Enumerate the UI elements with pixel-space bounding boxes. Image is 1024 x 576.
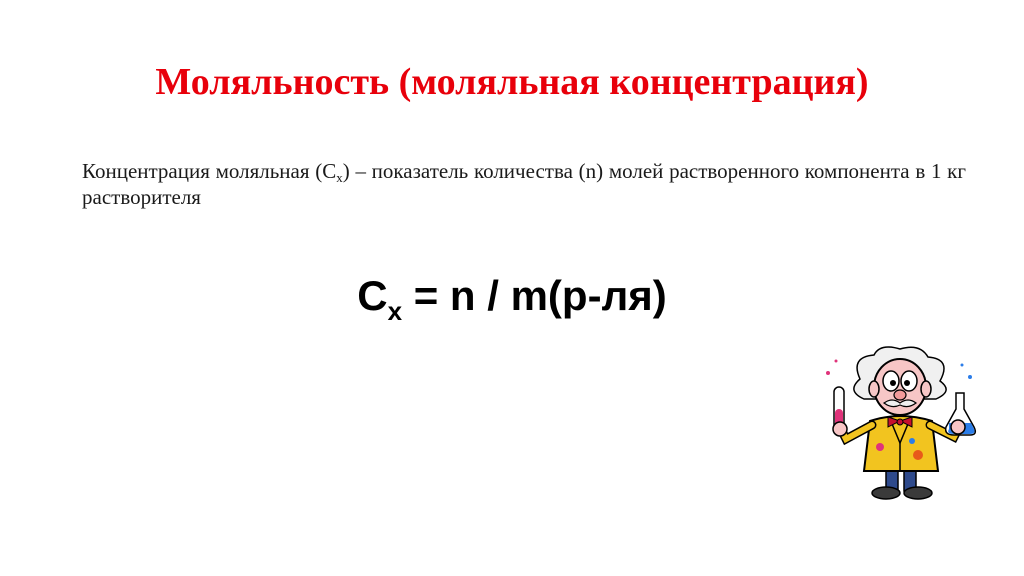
definition-part-2: ) – показатель количества (n) молей растворенного компонента в 1 кг растворителя (82, 159, 966, 209)
scientist-with-flasks-icon (820, 343, 980, 505)
definition-subscript: х (336, 170, 343, 185)
formula-symbol: С (357, 272, 388, 319)
molality-formula (0, 268, 1024, 324)
slide-title: Моляльность (моляльная концентрация) (155, 61, 869, 103)
formula-expression: = n / m(р-ля) (402, 272, 667, 319)
definition-text (82, 158, 966, 210)
definition-part-1: Концентрация моляльная (С (82, 159, 337, 183)
formula-subscript: х (387, 296, 403, 326)
